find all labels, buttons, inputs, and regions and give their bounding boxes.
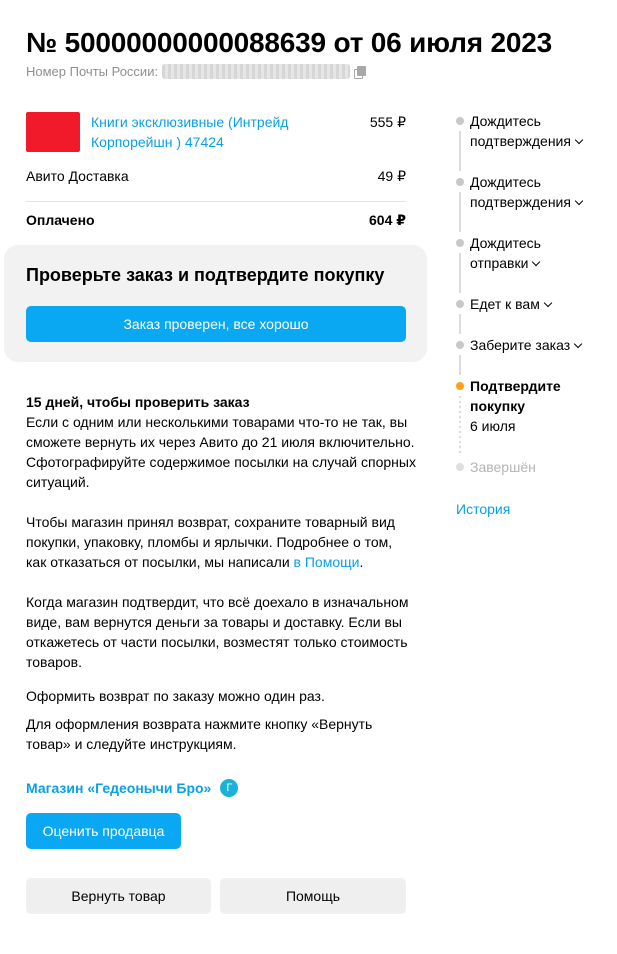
step-dot xyxy=(456,178,464,186)
timeline-step-on-the-way[interactable]: Едет к вам xyxy=(452,294,612,335)
timeline-step-completed: Завершён xyxy=(452,457,612,477)
chevron-down-icon xyxy=(532,258,540,266)
return-paragraph-1: Если с одним или несколькими товарами что-то не так, вы сможете вернуть их через Авито до 21 июля включительно. Сфотографируйте содержимое посылки на случай спорных ситуаций. xyxy=(26,414,416,490)
step-line xyxy=(459,355,461,375)
paid-label: Оплачено xyxy=(26,212,95,228)
help-link[interactable]: в Помощи xyxy=(293,554,360,570)
confirm-purchase-panel xyxy=(4,245,427,362)
return-paragraph-4: Оформить возврат по заказу можно один раз. xyxy=(26,688,325,704)
chevron-down-icon xyxy=(544,299,552,307)
step-line-dashed xyxy=(459,396,461,456)
rate-seller-button[interactable]: Оценить продавца xyxy=(26,813,181,849)
step-dot xyxy=(456,341,464,349)
shop-row xyxy=(26,779,238,797)
confirm-title: Проверьте заказ и подтвердите покупку xyxy=(26,265,385,285)
return-paragraph-5: Для оформления возврата нажмите кнопку «Вернуть товар» и следуйте инструкциям. xyxy=(26,716,373,752)
return-paragraph-3: Когда магазин подтвердит, что всё доехало в изначальном виде, вам вернутся деньги за товары и доставку. Если вы откажетесь от части посылки, возместят только стоимость товаров. xyxy=(26,594,409,670)
timeline-step-pick-up[interactable]: Заберите заказ xyxy=(452,335,612,376)
item-name-link[interactable]: Книги эксклюзивные (Интрейд Корпорейшн ) 47424 xyxy=(91,114,289,150)
return-info xyxy=(26,392,416,754)
return-paragraph-2: Чтобы магазин принял возврат, сохраните товарный вид покупки, упаковку, пломбы и ярлычки. Подробнее о том, как отказаться от посылки, мы написали в Помощи. xyxy=(26,514,395,570)
step-dot xyxy=(456,300,464,308)
copy-icon[interactable] xyxy=(354,66,366,78)
tracking-number-row xyxy=(26,64,366,79)
return-item-button[interactable]: Вернуть товар xyxy=(26,878,211,914)
delivery-price: 49 ₽ xyxy=(377,168,406,184)
order-status-timeline xyxy=(452,111,612,477)
chevron-down-icon xyxy=(575,197,583,205)
step-dot xyxy=(456,117,464,125)
shop-avatar[interactable]: Г xyxy=(220,779,238,797)
step-date: 6 июля xyxy=(470,418,516,434)
chevron-down-icon xyxy=(574,340,582,348)
tracking-number-redacted[interactable] xyxy=(162,64,350,79)
timeline-step-confirmation-1[interactable]: Дождитесь подтверждения xyxy=(452,111,592,172)
shop-name-link[interactable]: Магазин «Гедеонычи Бро» xyxy=(26,780,212,796)
order-checked-button[interactable]: Заказ проверен, все хорошо xyxy=(26,306,406,342)
timeline-step-shipping[interactable]: Дождитесь отправки xyxy=(452,233,562,294)
divider xyxy=(26,201,406,202)
history-link[interactable]: История xyxy=(456,501,511,517)
step-dot xyxy=(456,239,464,247)
order-title: № 50000000000088639 от 06 июля 2023 xyxy=(26,27,552,58)
item-thumbnail[interactable] xyxy=(26,112,80,152)
timeline-step-confirmation-2[interactable]: Дождитесь подтверждения xyxy=(452,172,592,233)
timeline-step-confirm-purchase: Подтвердите покупку 6 июля xyxy=(452,376,592,457)
paid-total: 604 ₽ xyxy=(369,212,406,228)
step-dot-active xyxy=(456,382,464,390)
chevron-down-icon xyxy=(575,136,583,144)
item-price: 555 ₽ xyxy=(369,114,406,130)
delivery-label: Авито Доставка xyxy=(26,168,129,184)
return-period-heading: 15 дней, чтобы проверить заказ xyxy=(26,394,250,410)
step-line xyxy=(459,192,461,232)
step-line xyxy=(459,131,461,171)
step-line xyxy=(459,253,461,293)
step-dot xyxy=(456,463,464,471)
tracking-label: Номер Почты России: xyxy=(26,64,159,79)
step-line xyxy=(459,314,461,334)
help-button[interactable]: Помощь xyxy=(220,878,406,914)
